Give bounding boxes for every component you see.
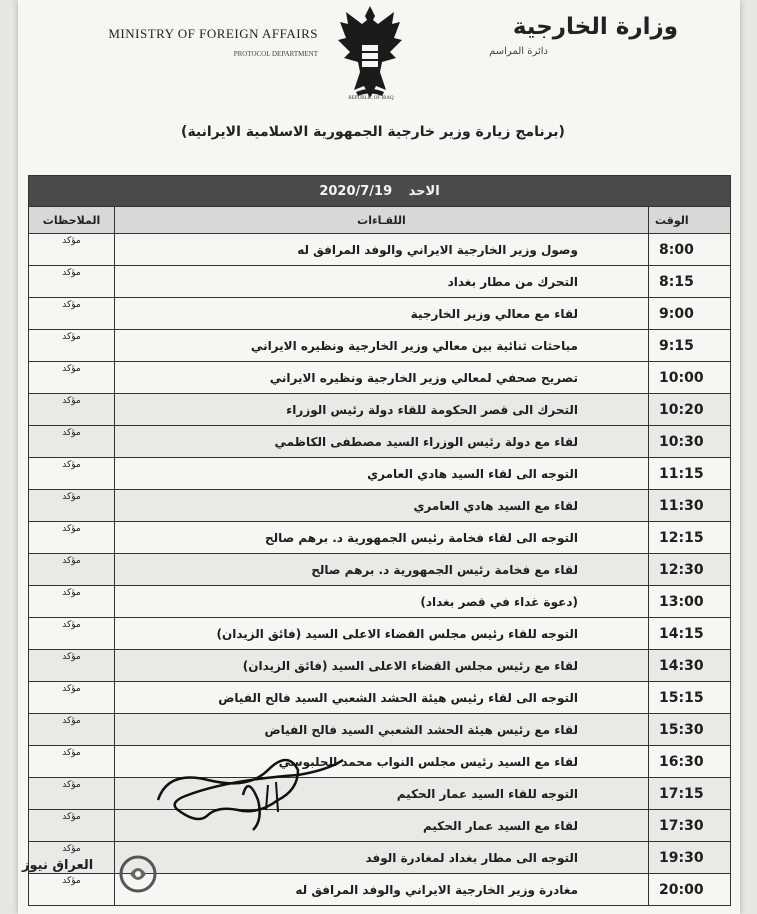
row-time: 14:30	[649, 650, 731, 682]
row-time: 15:30	[649, 714, 731, 746]
row-time: 9:00	[649, 298, 731, 330]
department-name-arabic: دائرة المراسم	[489, 46, 548, 57]
ministry-name-english: MINISTRY OF FOREIGN AFFAIRS	[108, 26, 318, 41]
row-meeting: التوجه الى مطار بغداد لمغادرة الوفد	[115, 842, 649, 874]
schedule-row	[29, 650, 731, 682]
row-note: مؤكد	[29, 234, 115, 266]
emblem-caption: REPUBLIC OF IRAQ	[348, 96, 394, 101]
schedule-row	[29, 522, 731, 554]
schedule-row	[29, 426, 731, 458]
schedule-row	[29, 746, 731, 778]
row-note: مؤكد	[29, 778, 115, 810]
row-note: مؤكد	[29, 618, 115, 650]
news-logo-icon	[118, 854, 158, 894]
row-note: مؤكد	[29, 394, 115, 426]
row-note: مؤكد	[29, 458, 115, 490]
row-time: 19:30	[649, 842, 731, 874]
row-meeting: لقاء مع معالي وزير الخارجية	[115, 298, 649, 330]
schedule-row	[29, 618, 731, 650]
row-note: مؤكد	[29, 810, 115, 842]
row-time: 13:00	[649, 586, 731, 618]
row-note: مؤكد	[29, 682, 115, 714]
schedule-row	[29, 394, 731, 426]
schedule-row	[29, 682, 731, 714]
row-time: 8:00	[649, 234, 731, 266]
row-meeting: التوجه الى لقاء السيد هادي العامري	[115, 458, 649, 490]
row-note: مؤكد	[29, 266, 115, 298]
schedule-row	[29, 586, 731, 618]
schedule-row	[29, 234, 731, 266]
document-page	[18, 0, 740, 914]
column-header-time: الوقت	[649, 207, 731, 234]
row-meeting: التحرك الى قصر الحكومة للقاء دولة رئيس الوزراء	[115, 394, 649, 426]
schedule-row	[29, 298, 731, 330]
schedule-table	[28, 175, 731, 906]
column-header-notes: الملاحظات	[29, 207, 115, 234]
row-note: مؤكد	[29, 298, 115, 330]
schedule-row	[29, 778, 731, 810]
row-meeting: التحرك من مطار بغداد	[115, 266, 649, 298]
schedule-row	[29, 714, 731, 746]
row-meeting: وصول وزير الخارجية الايراني والوفد المرافق له	[115, 234, 649, 266]
row-meeting: تصريح صحفي لمعالي وزير الخارجية ونظيره الايراني	[115, 362, 649, 394]
row-note: مؤكد	[29, 426, 115, 458]
ministry-name-arabic: وزارة الخارجية	[512, 14, 678, 40]
row-time: 12:30	[649, 554, 731, 586]
schedule-row	[29, 554, 731, 586]
row-time: 12:15	[649, 522, 731, 554]
row-time: 11:15	[649, 458, 731, 490]
row-time: 14:15	[649, 618, 731, 650]
row-time: 10:30	[649, 426, 731, 458]
row-time: 10:00	[649, 362, 731, 394]
schedule-row	[29, 458, 731, 490]
column-header-row	[29, 207, 731, 234]
row-time: 16:30	[649, 746, 731, 778]
row-time: 15:15	[649, 682, 731, 714]
row-meeting: التوجه للقاء رئيس مجلس القضاء الاعلى السيد (فائق الزيدان)	[115, 618, 649, 650]
row-meeting: لقاء مع السيد رئيس مجلس النواب محمد الحلبوسي	[115, 746, 649, 778]
row-meeting: التوجه الى لقاء رئيس هيئة الحشد الشعبي السيد فالح الفياض	[115, 682, 649, 714]
row-note: مؤكد	[29, 650, 115, 682]
row-time: 9:15	[649, 330, 731, 362]
row-time: 20:00	[649, 874, 731, 906]
schedule-row	[29, 810, 731, 842]
row-note: مؤكد	[29, 746, 115, 778]
row-meeting: لقاء مع رئيس مجلس القضاء الاعلى السيد (فائق الزيدان)	[115, 650, 649, 682]
row-meeting: لقاء مع دولة رئيس الوزراء السيد مصطفى الكاظمي	[115, 426, 649, 458]
schedule-row	[29, 330, 731, 362]
schedule-day: الاحد	[408, 183, 440, 199]
row-note: مؤكد	[29, 586, 115, 618]
column-header-meetings: اللقـاءات	[115, 207, 649, 234]
row-meeting: لقاء مع السيد عمار الحكيم	[115, 810, 649, 842]
row-meeting: (دعوة غداء في قصر بغداد)	[115, 586, 649, 618]
row-time: 8:15	[649, 266, 731, 298]
row-note: مؤكد	[29, 330, 115, 362]
row-meeting: لقاء مع فخامة رئيس الجمهورية د. برهم صالح	[115, 554, 649, 586]
row-meeting: مغادرة وزير الخارجية الايراني والوفد المرافق له	[115, 874, 649, 906]
date-header-row	[29, 176, 731, 207]
row-note: مؤكد	[29, 522, 115, 554]
schedule-row	[29, 362, 731, 394]
department-name-english: PROTOCOL DEPARTMENT	[233, 50, 318, 58]
row-note: مؤكد	[29, 714, 115, 746]
row-meeting: لقاء مع رئيس هيئة الحشد الشعبي السيد فالح الفياض	[115, 714, 649, 746]
row-meeting: مباحثات ثنائية بين معالي وزير الخارجية ونظيره الايراني	[115, 330, 649, 362]
iraq-eagle-emblem	[334, 2, 406, 106]
schedule-date: 2020/7/19	[319, 183, 393, 199]
row-meeting: لقاء مع السيد هادي العامري	[115, 490, 649, 522]
row-time: 11:30	[649, 490, 731, 522]
row-meeting: التوجه الى لقاء فخامة رئيس الجمهورية د. برهم صالح	[115, 522, 649, 554]
row-time: 17:15	[649, 778, 731, 810]
news-watermark	[18, 850, 168, 900]
schedule-row	[29, 490, 731, 522]
watermark-text: العراق نيوز	[22, 858, 94, 873]
row-time: 17:30	[649, 810, 731, 842]
row-note: مؤكد	[29, 362, 115, 394]
row-note: مؤكد	[29, 874, 115, 906]
row-note: مؤكد	[29, 554, 115, 586]
row-meeting: التوجه للقاء السيد عمار الحكيم	[115, 778, 649, 810]
row-note: مؤكد	[29, 842, 115, 874]
row-time: 10:20	[649, 394, 731, 426]
schedule-row	[29, 266, 731, 298]
date-header	[29, 176, 731, 207]
document-title: (برنامج زيارة وزير خارجية الجمهورية الاسلامية الايرانية)	[181, 124, 565, 140]
row-note: مؤكد	[29, 490, 115, 522]
